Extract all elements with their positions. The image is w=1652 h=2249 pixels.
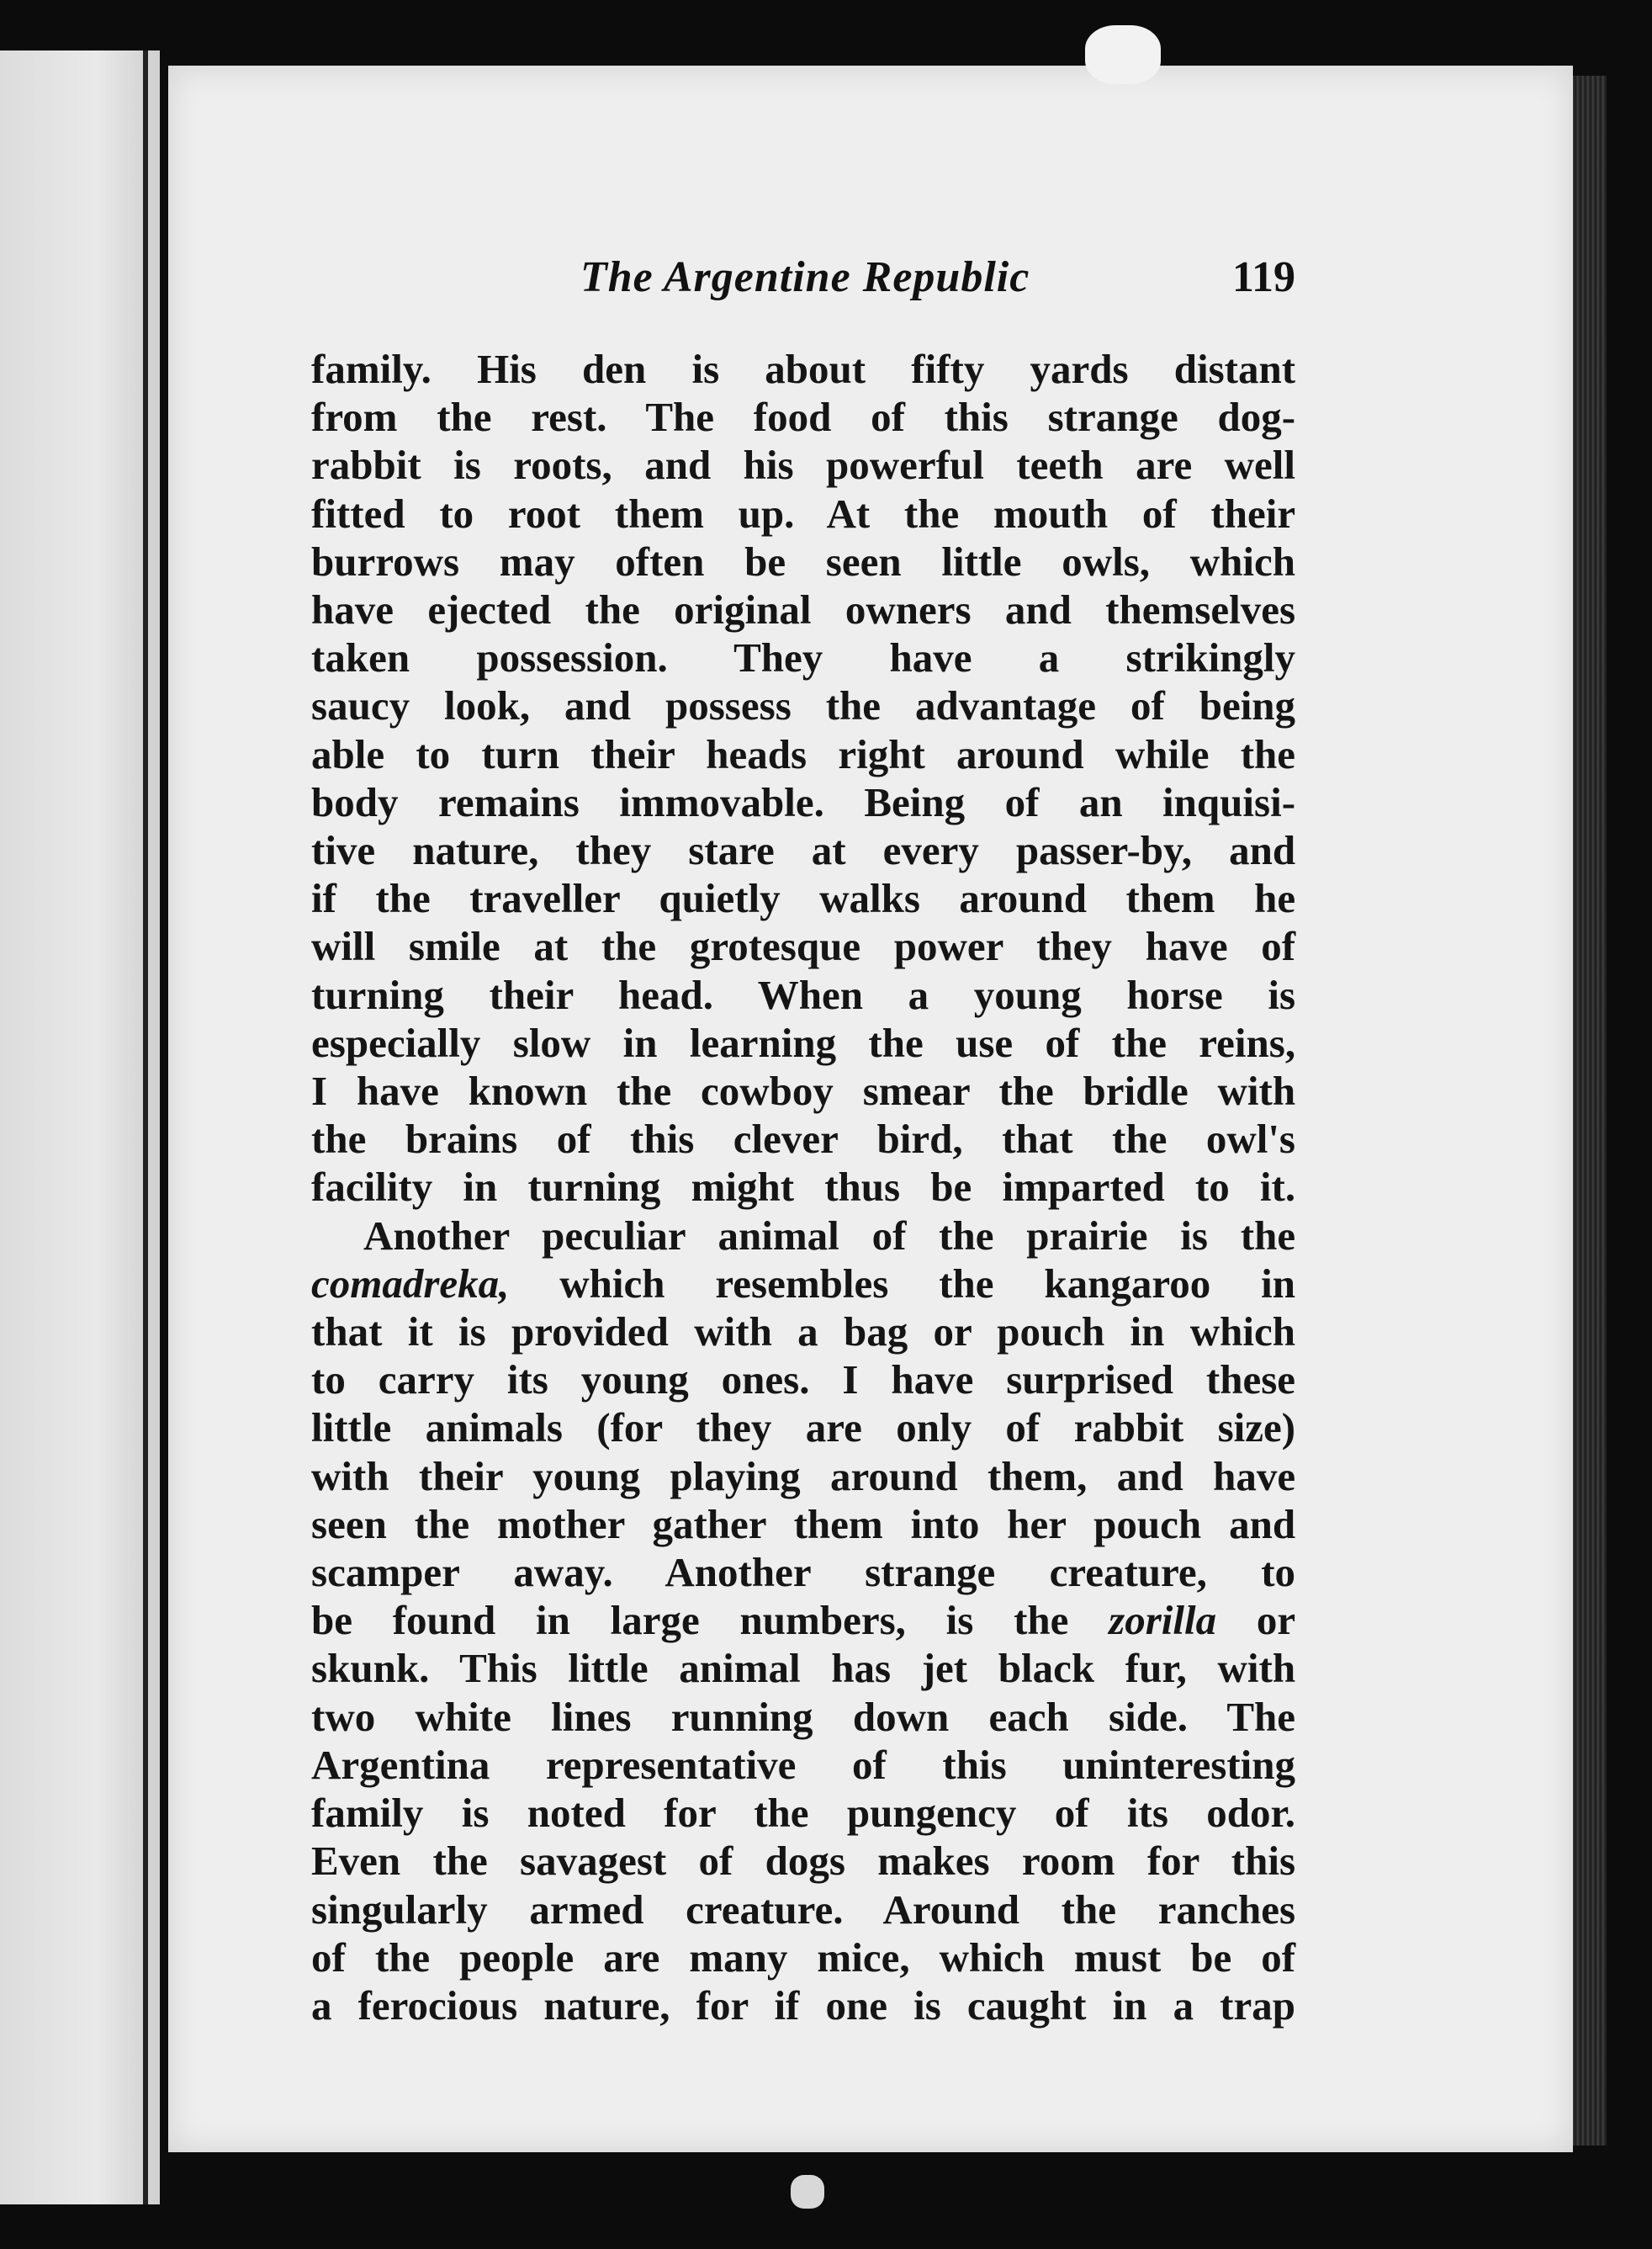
text-line: comadreka, which resembles the kangaroo in [311, 1260, 1296, 1307]
text-line: saucy look, and possess the advantage of being [311, 682, 1296, 729]
text-line: from the rest. The food of this strange dog- [311, 394, 1296, 441]
text-line: that it is provided with a bag or pouch in which [311, 1308, 1295, 1355]
text-line: Even the savagest of dogs makes room for this [311, 1838, 1296, 1885]
text-line: able to turn their heads right around while the [311, 730, 1296, 777]
text-line: taken possession. They have a strikingly [311, 634, 1296, 682]
text-line: the brains of this clever bird, that the owl's [311, 1116, 1295, 1163]
text-line: two white lines running down each side. The [311, 1693, 1296, 1740]
text-line: body remains immovable. Being of an inquisi- [311, 778, 1296, 825]
text-line: Another peculiar animal of the prairie is the [363, 1212, 1296, 1259]
text-line: burrows may often be seen little owls, which [311, 538, 1296, 585]
text-line: fitted to root them up. At the mouth of their [311, 490, 1296, 537]
facing-page-edge [0, 50, 160, 2204]
page-stack-edge [1573, 76, 1607, 2146]
text-line: turning their head. When a young horse is [311, 971, 1296, 1018]
text-line: with their young playing around them, and have [311, 1452, 1296, 1499]
text-line: a ferocious nature, for if one is caught in a trap [311, 1981, 1295, 2029]
text-line: have ejected the original owners and themselves [311, 586, 1296, 634]
text-line: be found in large numbers, is the zorilla or [311, 1597, 1296, 1644]
text-line: family is noted for the pungency of its odor. [311, 1790, 1296, 1837]
text-line: if the traveller quietly walks around them he [311, 875, 1296, 922]
text-line: of the people are many mice, which must be of [311, 1933, 1296, 1981]
text-line: scamper away. Another strange creature, to [311, 1549, 1296, 1596]
running-head [404, 252, 1295, 311]
text-line: tive nature, they stare at every passer-by, and [311, 827, 1296, 874]
text-line: seen the mother gather them into her pouch and [311, 1500, 1296, 1547]
paper-speck [791, 2175, 824, 2209]
book-gutter [143, 50, 148, 2204]
text-line: little animals (for they are only of rabbit size) [311, 1404, 1296, 1451]
running-head-title: The Argentine Republic [580, 253, 1030, 301]
body-text [311, 345, 1295, 2029]
text-line: I have known the cowboy smear the bridle with [311, 1068, 1296, 1115]
paper-speck [1085, 25, 1161, 84]
text-line: singularly armed creature. Around the ranches [311, 1886, 1296, 1933]
text-line: skunk. This little animal has jet black fur, with [311, 1645, 1296, 1692]
text-line: to carry its young ones. I have surprised these [311, 1356, 1296, 1403]
text-line: Argentina representative of this uninteresting [311, 1741, 1296, 1788]
text-line: family. His den is about fifty yards distant [311, 346, 1296, 392]
text-line: facility in turning might thus be imparted to it. [311, 1164, 1296, 1211]
text-line: rabbit is roots, and his powerful teeth are well [311, 442, 1296, 489]
text-line: especially slow in learning the use of the reins, [311, 1019, 1296, 1066]
page-number: 119 [1231, 253, 1295, 301]
text-line: will smile at the grotesque power they have of [311, 923, 1296, 970]
